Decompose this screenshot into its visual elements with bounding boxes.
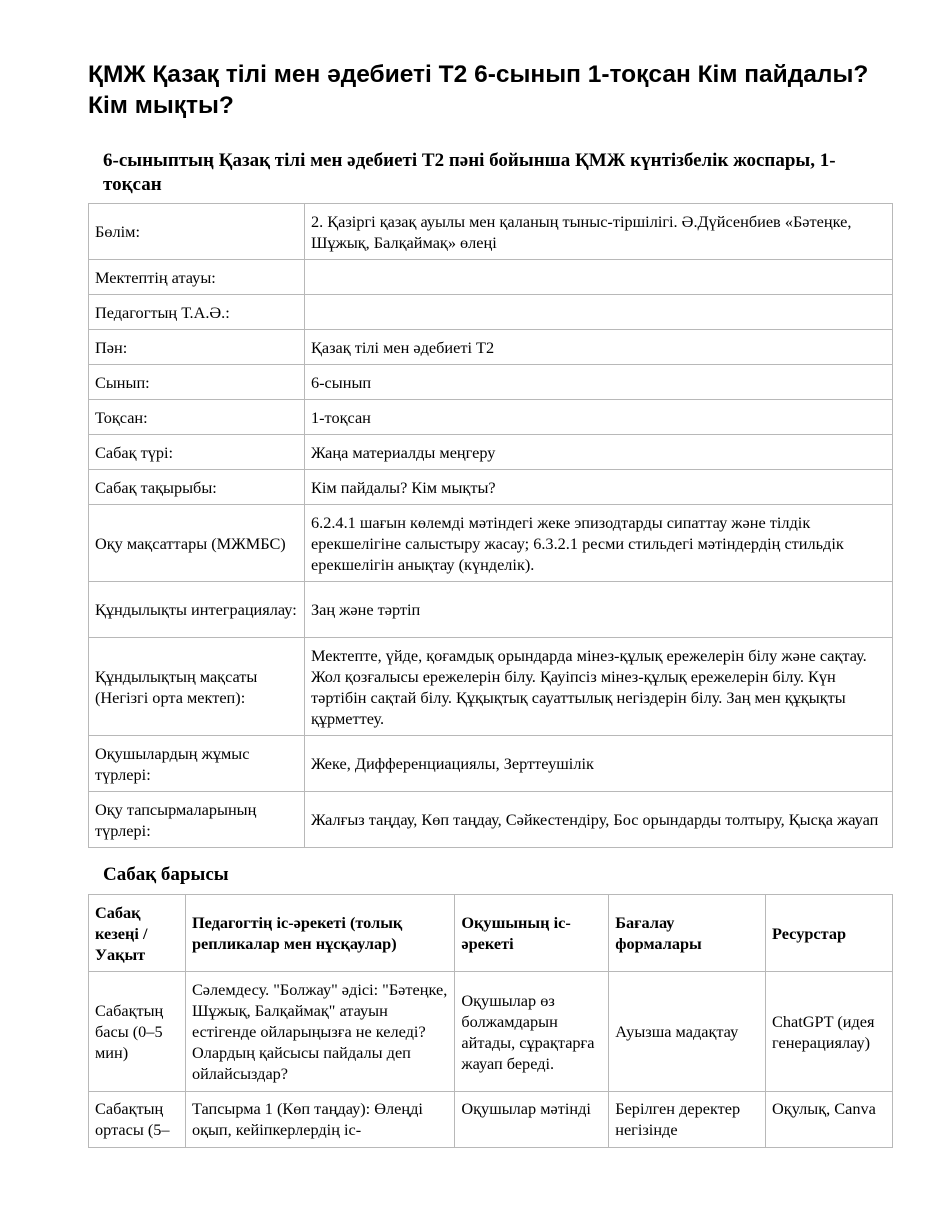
- info-value: [305, 260, 893, 295]
- column-header-student-activity: Оқушының іс-әрекеті: [455, 895, 609, 972]
- table-cell: Ауызша мадақтау: [609, 972, 766, 1092]
- info-value: Кім пайдалы? Кім мықты?: [305, 470, 893, 505]
- table-cell: Оқушылар өз болжамдарын айтады, сұрақтарға жауап береді.: [455, 972, 609, 1092]
- info-label: Сабақ тақырыбы:: [89, 470, 305, 505]
- info-value: 1-тоқсан: [305, 400, 893, 435]
- table-row: [89, 400, 893, 435]
- column-header-teacher-activity: Педагогтің іс-әрекеті (толық репликалар мен нұсқаулар): [185, 895, 454, 972]
- table-cell: Оқушылар мәтінді: [455, 1092, 609, 1148]
- table-row: [89, 260, 893, 295]
- table-row: [89, 435, 893, 470]
- info-label: Пән:: [89, 330, 305, 365]
- info-label: Мектептің атауы:: [89, 260, 305, 295]
- column-header-stage: Сабақ кезеңі / Уақыт: [89, 895, 186, 972]
- column-header-assessment: Бағалау формалары: [609, 895, 766, 972]
- info-label: Тоқсан:: [89, 400, 305, 435]
- table-cell: Берілген деректер негізінде: [609, 1092, 766, 1148]
- table-cell: Тапсырма 1 (Көп таңдау): Өлеңді оқып, кейіпкерлердің іс-: [185, 1092, 454, 1148]
- info-label: Сынып:: [89, 365, 305, 400]
- table-cell: Сабақтың ортасы (5–: [89, 1092, 186, 1148]
- info-value: [305, 295, 893, 330]
- info-label: Бөлім:: [89, 204, 305, 260]
- info-label: Оқушылардың жұмыс түрлері:: [89, 736, 305, 792]
- info-value: Жалғыз таңдау, Көп таңдау, Сәйкестендіру, Бос орындарды толтыру, Қысқа жауап: [305, 792, 893, 848]
- table-row: [89, 1092, 893, 1148]
- lesson-flow-heading: Сабақ барысы: [103, 864, 229, 885]
- info-value: 6-сынып: [305, 365, 893, 400]
- table-row: [89, 204, 893, 260]
- table-row: [89, 792, 893, 848]
- info-label: Педагогтың Т.А.Ә.:: [89, 295, 305, 330]
- info-value: 2. Қазіргі қазақ ауылы мен қаланың тыныс-тіршілігі. Ә.Дүйсенбиев «Бәтеңке, Шұжық, Балқаймақ» өлеңі: [305, 204, 893, 260]
- table-header-row: [89, 895, 893, 972]
- document-title: ҚМЖ Қазақ тілі мен әдебиеті Т2 6-сынып 1-тоқсан Кім пайдалы? Кім мықты?: [88, 61, 869, 119]
- column-header-resources: Ресурстар: [766, 895, 893, 972]
- table-row: [89, 972, 893, 1092]
- table-row: [89, 638, 893, 736]
- table-row: [89, 736, 893, 792]
- table-cell: Сабақтың басы (0–5 мин): [89, 972, 186, 1092]
- info-label: Құндылықты интеграциялау:: [89, 582, 305, 638]
- table-row: [89, 582, 893, 638]
- lesson-info-table: [88, 203, 893, 848]
- info-label: Сабақ түрі:: [89, 435, 305, 470]
- table-row: [89, 365, 893, 400]
- table-row: [89, 470, 893, 505]
- table-cell: Сәлемдесу. "Болжау" әдісі: "Бәтеңке, Шұжық, Балқаймақ" атауын естігенде ойларыңызға не келеді? Олардың қайсысы пайдалы деп ойлайсыздар?: [185, 972, 454, 1092]
- plan-heading: 6-сыныптың Қазақ тілі мен әдебиеті Т2 пәні бойынша ҚМЖ күнтізбелік жоспары, 1-тоқсан: [103, 150, 836, 195]
- info-value: Жеке, Дифференциациялы, Зерттеушілік: [305, 736, 893, 792]
- info-value: Қазақ тілі мен әдебиеті Т2: [305, 330, 893, 365]
- table-row: [89, 505, 893, 582]
- info-label: Құндылықтың мақсаты (Негізгі орта мектеп):: [89, 638, 305, 736]
- info-value: Мектепте, үйде, қоғамдық орындарда мінез-құлық ережелерін білу және сақтау. Жол қозғалысы ережелерін білу. Қауіпсіз мінез-құлық ережелерін білу. Күн тәртібін сақтай білу. Құқықтық сауаттылық негіздерін білу. Заң мен құқықты құрметтеу.: [305, 638, 893, 736]
- table-row: [89, 295, 893, 330]
- info-value: 6.2.4.1 шағын көлемді мәтіндегі жеке эпизодтарды сипаттау және тілдік ерекшелігіне салыстыру жасау; 6.3.2.1 ресми стильдегі мәтіндердің стильдік ерекшелігін анықтау (күнделік).: [305, 505, 893, 582]
- info-value: Заң және тәртіп: [305, 582, 893, 638]
- info-label: Оқу тапсырмаларының түрлері:: [89, 792, 305, 848]
- lesson-process-table: [88, 894, 893, 1148]
- table-cell: ChatGPT (идея генерациялау): [766, 972, 893, 1092]
- table-row: [89, 330, 893, 365]
- table-cell: Оқулық, Canva: [766, 1092, 893, 1148]
- info-label: Оқу мақсаттары (МЖМБС): [89, 505, 305, 582]
- info-value: Жаңа материалды меңгеру: [305, 435, 893, 470]
